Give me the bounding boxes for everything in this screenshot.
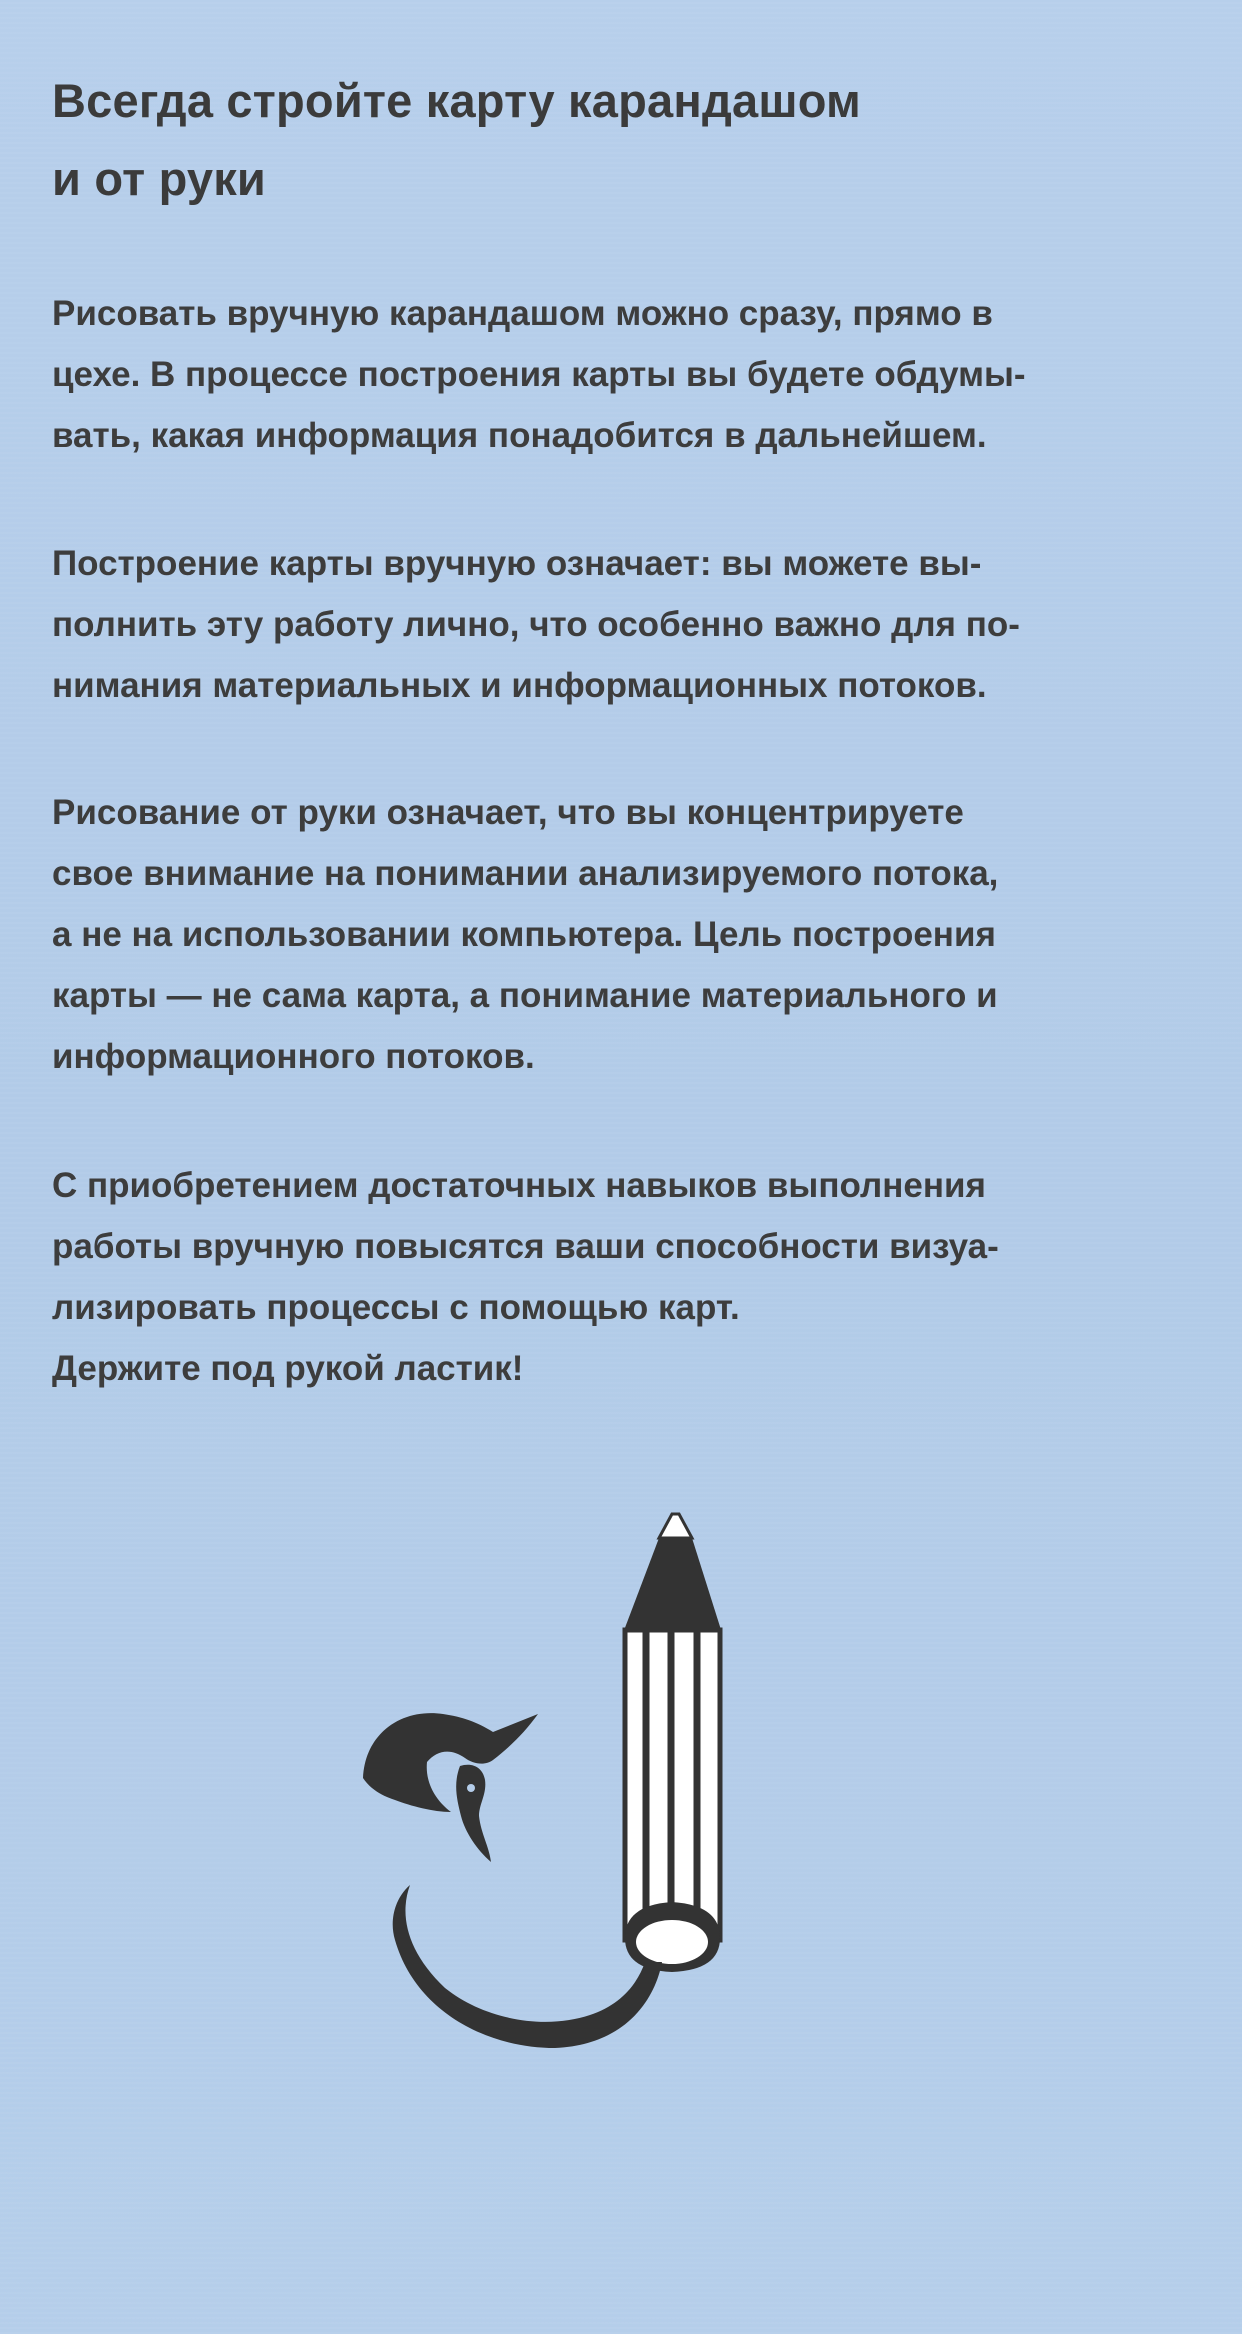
pencil-end-face	[636, 1920, 708, 1964]
paragraph-line: вать, какая информация понадобится в дальнейшем.	[52, 416, 987, 455]
page-title	[52, 62, 1152, 218]
paragraph-line: Построение карты вручную означает: вы можете вы-	[52, 544, 982, 583]
paragraph-line: работы вручную повысятся ваши способности визуа-	[52, 1227, 999, 1266]
paragraph-line: лизировать процессы с помощью карт.	[52, 1288, 740, 1327]
pencil-tip	[659, 1514, 692, 1538]
paragraph-line: полнить эту работу лично, что особенно важно для по-	[52, 605, 1020, 644]
paragraph-line: а не на использовании компьютера. Цель построения	[52, 915, 996, 954]
paragraph-line: Держите под рукой ластик!	[52, 1349, 524, 1388]
paragraph-pencil-drawing	[52, 283, 1212, 466]
title-line-2: и от руки	[52, 152, 267, 205]
pencil-with-person-icon	[355, 1500, 755, 2060]
person-face	[456, 1765, 491, 1862]
paragraph-line: Рисовать вручную карандашом можно сразу, прямо в	[52, 294, 993, 333]
paragraph-line: Рисование от руки означает, что вы концентрируете	[52, 793, 964, 832]
person-eye	[467, 1784, 475, 1792]
paragraph-line: информационного потоков.	[52, 1037, 535, 1076]
paragraph-skills	[52, 1155, 1212, 1399]
paragraph-line: нимания материальных и информационных потоков.	[52, 666, 987, 705]
title-line-1: Всегда стройте карту карандашом	[52, 74, 861, 127]
person-cap	[363, 1713, 538, 1812]
paragraph-line: карты — не сама карта, а понимание материального и	[52, 976, 998, 1015]
person-arm	[393, 1885, 662, 2048]
paragraph-freehand-drawing	[52, 782, 1212, 1087]
paragraph-line: свое внимание на понимании анализируемого потока,	[52, 854, 999, 893]
paragraph-line: цехе. В процессе построения карты вы будете обдумы-	[52, 355, 1026, 394]
paragraph-line: С приобретением достаточных навыков выполнения	[52, 1166, 986, 1205]
pencil-cone	[623, 1538, 722, 1633]
paragraph-manual-mapping	[52, 533, 1212, 716]
